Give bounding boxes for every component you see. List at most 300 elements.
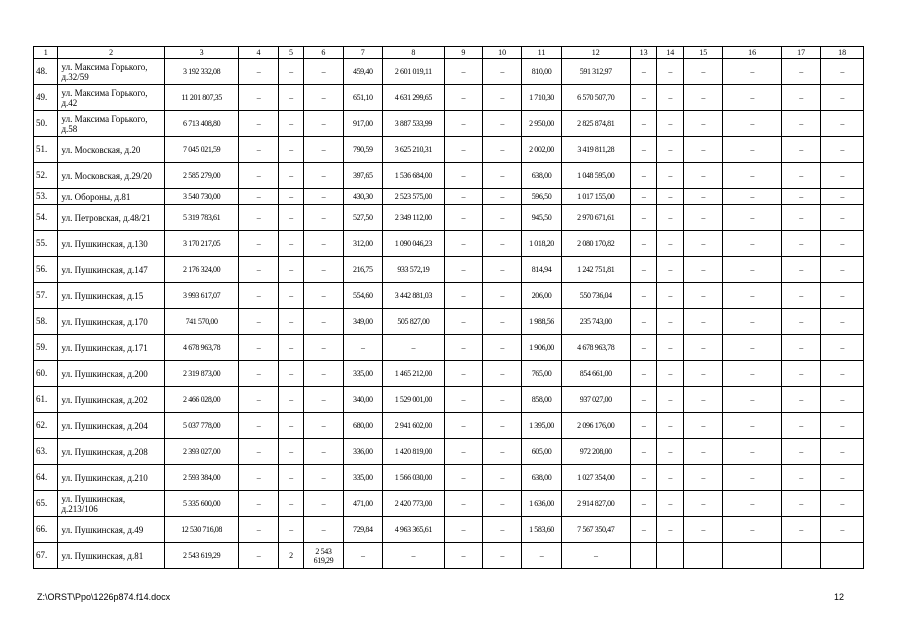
value-cell: 3 442 881,03	[382, 283, 444, 309]
value-cell: –	[630, 283, 657, 309]
value-cell: –	[482, 439, 521, 465]
value-cell: 3 625 210,31	[382, 137, 444, 163]
value-cell: 2 466 028,00	[164, 387, 238, 413]
table-body	[34, 59, 864, 569]
value-cell: 810,00	[522, 59, 561, 85]
value-cell: 4 631 299,65	[382, 85, 444, 111]
value-cell: –	[684, 465, 723, 491]
value-cell: 1 018,20	[522, 231, 561, 257]
table-row	[34, 283, 864, 309]
value-cell: –	[630, 309, 657, 335]
address-cell: ул. Пушкинская, д.130	[58, 231, 164, 257]
address-cell: ул. Максима Горького, д.32/59	[58, 59, 164, 85]
value-cell: 1 027 354,00	[561, 465, 630, 491]
value-cell: 1 636,00	[522, 491, 561, 517]
row-number: 55.	[34, 231, 58, 257]
value-cell: –	[482, 231, 521, 257]
column-header: 5	[278, 47, 304, 59]
value-cell: 430,30	[343, 189, 382, 205]
value-cell: –	[239, 59, 278, 85]
value-cell: –	[781, 111, 820, 137]
value-cell: 505 827,00	[382, 309, 444, 335]
value-cell: –	[781, 231, 820, 257]
value-cell: –	[630, 111, 657, 137]
value-cell: 206,00	[522, 283, 561, 309]
value-cell: 2 523 575,00	[382, 189, 444, 205]
value-cell: 917,00	[343, 111, 382, 137]
value-cell: 1 566 030,00	[382, 465, 444, 491]
value-cell: –	[781, 309, 820, 335]
value-cell: –	[781, 517, 820, 543]
value-cell: 945,50	[522, 205, 561, 231]
value-cell: –	[304, 309, 343, 335]
column-header: 14	[657, 47, 684, 59]
value-cell: –	[684, 491, 723, 517]
value-cell: –	[781, 137, 820, 163]
value-cell: –	[278, 517, 304, 543]
value-cell: –	[781, 257, 820, 283]
value-cell: –	[630, 137, 657, 163]
value-cell: –	[657, 205, 684, 231]
value-cell: –	[482, 491, 521, 517]
address-cell: ул. Максима Горького, д.58	[58, 111, 164, 137]
row-number: 62.	[34, 413, 58, 439]
value-cell: 933 572,19	[382, 257, 444, 283]
value-cell: –	[304, 413, 343, 439]
value-cell: 4 963 365,61	[382, 517, 444, 543]
value-cell: –	[684, 85, 723, 111]
value-cell: –	[482, 543, 521, 569]
value-cell: 2	[278, 543, 304, 569]
value-cell: –	[630, 59, 657, 85]
value-cell: –	[684, 189, 723, 205]
row-number: 63.	[34, 439, 58, 465]
value-cell: –	[278, 491, 304, 517]
value-cell: –	[304, 361, 343, 387]
value-cell: 2 601 019,11	[382, 59, 444, 85]
value-cell: 5 319 783,61	[164, 205, 238, 231]
value-cell: –	[630, 517, 657, 543]
value-cell: –	[444, 491, 482, 517]
value-cell: –	[657, 309, 684, 335]
value-cell: 2 096 176,00	[561, 413, 630, 439]
value-cell: –	[343, 335, 382, 361]
value-cell: 765,00	[522, 361, 561, 387]
value-cell: 6 713 408,80	[164, 111, 238, 137]
column-header: 9	[444, 47, 482, 59]
value-cell: –	[821, 309, 864, 335]
value-cell: –	[482, 205, 521, 231]
value-cell: –	[781, 361, 820, 387]
value-cell: 459,40	[343, 59, 382, 85]
value-cell: –	[821, 205, 864, 231]
value-cell: –	[630, 335, 657, 361]
value-cell: –	[482, 137, 521, 163]
value-cell: –	[444, 361, 482, 387]
value-cell: –	[630, 205, 657, 231]
table-row	[34, 491, 864, 517]
value-cell	[684, 543, 723, 569]
value-cell: 2 349 112,00	[382, 205, 444, 231]
value-cell: 2 593 384,00	[164, 465, 238, 491]
value-cell: –	[821, 413, 864, 439]
value-cell: –	[630, 257, 657, 283]
value-cell: 397,65	[343, 163, 382, 189]
value-cell: –	[684, 163, 723, 189]
column-header: 8	[382, 47, 444, 59]
value-cell: –	[444, 543, 482, 569]
value-cell: –	[657, 413, 684, 439]
value-cell: –	[781, 189, 820, 205]
table-row	[34, 231, 864, 257]
value-cell: 4 678 963,78	[164, 335, 238, 361]
value-cell: –	[630, 189, 657, 205]
value-cell: –	[684, 361, 723, 387]
address-cell: ул. Московская, д.29/20	[58, 163, 164, 189]
value-cell: –	[239, 257, 278, 283]
value-cell: –	[723, 465, 782, 491]
value-cell: –	[239, 205, 278, 231]
value-cell: –	[821, 387, 864, 413]
column-header: 4	[239, 47, 278, 59]
value-cell: 2 176 324,00	[164, 257, 238, 283]
value-cell: –	[821, 111, 864, 137]
table-row	[34, 413, 864, 439]
address-cell: ул. Петровская, д.48/21	[58, 205, 164, 231]
value-cell: –	[304, 465, 343, 491]
value-cell: 5 335 600,00	[164, 491, 238, 517]
address-cell: ул. Пушкинская, д.213/106	[58, 491, 164, 517]
value-cell: –	[684, 283, 723, 309]
row-number: 50.	[34, 111, 58, 137]
value-cell: 3 192 332,08	[164, 59, 238, 85]
value-cell: –	[278, 111, 304, 137]
value-cell: –	[630, 439, 657, 465]
value-cell: –	[444, 59, 482, 85]
value-cell: 638,00	[522, 465, 561, 491]
value-cell: –	[781, 413, 820, 439]
value-cell: 3 540 730,00	[164, 189, 238, 205]
value-cell: –	[657, 137, 684, 163]
value-cell: 2 543 619,29	[304, 543, 343, 569]
value-cell: –	[482, 517, 521, 543]
value-cell: –	[684, 413, 723, 439]
value-cell: –	[821, 517, 864, 543]
value-cell: –	[657, 231, 684, 257]
address-cell: ул. Московская, д.20	[58, 137, 164, 163]
column-header: 15	[684, 47, 723, 59]
value-cell: –	[821, 163, 864, 189]
value-cell: 554,60	[343, 283, 382, 309]
address-cell: ул. Пушкинская, д.208	[58, 439, 164, 465]
value-cell: 3 887 533,99	[382, 111, 444, 137]
value-cell: –	[278, 59, 304, 85]
value-cell: –	[781, 439, 820, 465]
value-cell: 937 027,00	[561, 387, 630, 413]
value-cell: –	[304, 491, 343, 517]
value-cell: –	[821, 137, 864, 163]
value-cell: 235 743,00	[561, 309, 630, 335]
value-cell: 596,50	[522, 189, 561, 205]
value-cell: –	[657, 335, 684, 361]
value-cell: –	[821, 283, 864, 309]
value-cell: –	[657, 491, 684, 517]
value-cell: –	[723, 517, 782, 543]
value-cell: 2 970 671,61	[561, 205, 630, 231]
value-cell: –	[781, 283, 820, 309]
column-header: 2	[58, 47, 164, 59]
value-cell: 471,00	[343, 491, 382, 517]
value-cell: 1 017 155,00	[561, 189, 630, 205]
value-cell: –	[239, 465, 278, 491]
value-cell: –	[482, 309, 521, 335]
value-cell: –	[278, 387, 304, 413]
value-cell: –	[444, 111, 482, 137]
row-number: 57.	[34, 283, 58, 309]
value-cell: –	[630, 163, 657, 189]
column-header: 12	[561, 47, 630, 59]
value-cell: 1 906,00	[522, 335, 561, 361]
value-cell: –	[684, 111, 723, 137]
value-cell: –	[278, 335, 304, 361]
row-number: 60.	[34, 361, 58, 387]
value-cell: –	[723, 413, 782, 439]
table-row	[34, 59, 864, 85]
value-cell: –	[444, 413, 482, 439]
value-cell: 2 543 619,29	[164, 543, 238, 569]
value-cell: –	[630, 465, 657, 491]
value-cell: –	[684, 257, 723, 283]
address-cell: ул. Пушкинская, д.202	[58, 387, 164, 413]
table-row	[34, 465, 864, 491]
value-cell: 2 319 873,00	[164, 361, 238, 387]
value-cell	[821, 543, 864, 569]
value-cell: –	[304, 205, 343, 231]
value-cell: 336,00	[343, 439, 382, 465]
value-cell: 591 312,97	[561, 59, 630, 85]
value-cell: –	[482, 387, 521, 413]
address-cell: ул. Пушкинская, д.204	[58, 413, 164, 439]
value-cell: 2 941 602,00	[382, 413, 444, 439]
value-cell: –	[482, 163, 521, 189]
column-header: 11	[522, 47, 561, 59]
table-row	[34, 439, 864, 465]
value-cell: –	[239, 85, 278, 111]
value-cell: –	[482, 361, 521, 387]
address-cell: ул. Пушкинская, д.171	[58, 335, 164, 361]
value-cell: 1 465 212,00	[382, 361, 444, 387]
value-cell: –	[723, 309, 782, 335]
value-cell: 651,10	[343, 85, 382, 111]
value-cell: 2 585 279,00	[164, 163, 238, 189]
value-cell: –	[821, 361, 864, 387]
row-number: 61.	[34, 387, 58, 413]
value-cell: –	[239, 231, 278, 257]
value-cell	[781, 543, 820, 569]
value-cell: –	[239, 387, 278, 413]
value-cell: –	[723, 283, 782, 309]
value-cell: –	[684, 59, 723, 85]
value-cell: –	[444, 387, 482, 413]
value-cell: 638,00	[522, 163, 561, 189]
value-cell: –	[304, 163, 343, 189]
value-cell: 2 914 827,00	[561, 491, 630, 517]
row-number: 66.	[34, 517, 58, 543]
value-cell: –	[444, 517, 482, 543]
value-cell: –	[304, 137, 343, 163]
value-cell: –	[684, 205, 723, 231]
value-cell: 1 090 046,23	[382, 231, 444, 257]
value-cell: –	[304, 85, 343, 111]
value-cell: –	[630, 361, 657, 387]
value-cell: –	[821, 257, 864, 283]
value-cell: –	[630, 387, 657, 413]
row-number: 56.	[34, 257, 58, 283]
value-cell: –	[723, 137, 782, 163]
value-cell: 349,00	[343, 309, 382, 335]
value-cell: –	[657, 163, 684, 189]
value-cell: 854 661,00	[561, 361, 630, 387]
value-cell: –	[304, 111, 343, 137]
row-number: 48.	[34, 59, 58, 85]
table-row	[34, 517, 864, 543]
value-cell: 3 170 217,05	[164, 231, 238, 257]
value-cell: –	[239, 137, 278, 163]
value-cell: –	[278, 189, 304, 205]
table-row	[34, 137, 864, 163]
row-number: 53.	[34, 189, 58, 205]
column-header: 6	[304, 47, 343, 59]
value-cell: –	[444, 465, 482, 491]
value-cell: –	[821, 189, 864, 205]
value-cell: –	[278, 85, 304, 111]
header-row	[34, 47, 864, 59]
row-number: 54.	[34, 205, 58, 231]
value-cell: –	[304, 283, 343, 309]
value-cell: –	[482, 283, 521, 309]
value-cell: 1 583,60	[522, 517, 561, 543]
value-cell: 6 570 507,70	[561, 85, 630, 111]
value-cell: –	[723, 257, 782, 283]
value-cell: –	[723, 205, 782, 231]
value-cell: –	[444, 439, 482, 465]
value-cell: 858,00	[522, 387, 561, 413]
value-cell: –	[444, 335, 482, 361]
value-cell: –	[684, 517, 723, 543]
value-cell: –	[444, 137, 482, 163]
value-cell: –	[684, 439, 723, 465]
value-cell: 11 201 807,35	[164, 85, 238, 111]
row-number: 65.	[34, 491, 58, 517]
value-cell: –	[343, 543, 382, 569]
value-cell: –	[304, 439, 343, 465]
value-cell: –	[630, 85, 657, 111]
value-cell: –	[684, 335, 723, 361]
value-cell: 4 678 963,78	[561, 335, 630, 361]
value-cell: –	[444, 231, 482, 257]
value-cell: –	[239, 491, 278, 517]
value-cell: –	[444, 257, 482, 283]
value-cell: 790,59	[343, 137, 382, 163]
value-cell: –	[630, 413, 657, 439]
value-cell: –	[522, 543, 561, 569]
value-cell: –	[278, 163, 304, 189]
value-cell: –	[239, 361, 278, 387]
value-cell: –	[657, 257, 684, 283]
value-cell	[630, 543, 657, 569]
value-cell: 3 419 811,28	[561, 137, 630, 163]
value-cell: 5 037 778,00	[164, 413, 238, 439]
value-cell: –	[723, 361, 782, 387]
value-cell: –	[278, 309, 304, 335]
column-header: 10	[482, 47, 521, 59]
table-row	[34, 387, 864, 413]
value-cell: –	[821, 491, 864, 517]
value-cell: 1 048 595,00	[561, 163, 630, 189]
value-cell: –	[239, 111, 278, 137]
column-header: 3	[164, 47, 238, 59]
value-cell: –	[781, 491, 820, 517]
value-cell: –	[382, 543, 444, 569]
value-cell	[723, 543, 782, 569]
row-number: 64.	[34, 465, 58, 491]
value-cell: 1 536 684,00	[382, 163, 444, 189]
value-cell: –	[444, 309, 482, 335]
value-cell: –	[304, 231, 343, 257]
value-cell: –	[657, 465, 684, 491]
value-cell: 335,00	[343, 361, 382, 387]
value-cell: –	[278, 283, 304, 309]
value-cell: 12 530 716,08	[164, 517, 238, 543]
value-cell: –	[723, 387, 782, 413]
value-cell: 2 393 027,00	[164, 439, 238, 465]
value-cell: –	[781, 335, 820, 361]
address-cell: ул. Пушкинская, д.15	[58, 283, 164, 309]
value-cell: –	[482, 413, 521, 439]
value-cell: 1 529 001,00	[382, 387, 444, 413]
value-cell: –	[239, 517, 278, 543]
table-row	[34, 361, 864, 387]
value-cell: 1 395,00	[522, 413, 561, 439]
value-cell: 216,75	[343, 257, 382, 283]
column-header: 1	[34, 47, 58, 59]
value-cell: 3 993 617,07	[164, 283, 238, 309]
row-number: 51.	[34, 137, 58, 163]
column-header: 17	[781, 47, 820, 59]
value-cell: –	[304, 189, 343, 205]
value-cell: –	[278, 439, 304, 465]
value-cell: –	[630, 491, 657, 517]
value-cell: –	[723, 189, 782, 205]
value-cell: 7 567 350,47	[561, 517, 630, 543]
value-cell: –	[482, 111, 521, 137]
value-cell: 605,00	[522, 439, 561, 465]
table-row	[34, 309, 864, 335]
value-cell: 335,00	[343, 465, 382, 491]
value-cell: –	[657, 189, 684, 205]
value-cell: 2 825 874,81	[561, 111, 630, 137]
value-cell: 729,84	[343, 517, 382, 543]
footer-file-path: Z:\ORST\Ppo\1226p874.f14.docx	[37, 592, 171, 602]
value-cell: 312,00	[343, 231, 382, 257]
value-cell: –	[723, 439, 782, 465]
value-cell: –	[278, 465, 304, 491]
value-cell: –	[239, 335, 278, 361]
value-cell: –	[444, 283, 482, 309]
value-cell: –	[444, 205, 482, 231]
value-cell: –	[239, 309, 278, 335]
row-number: 67.	[34, 543, 58, 569]
